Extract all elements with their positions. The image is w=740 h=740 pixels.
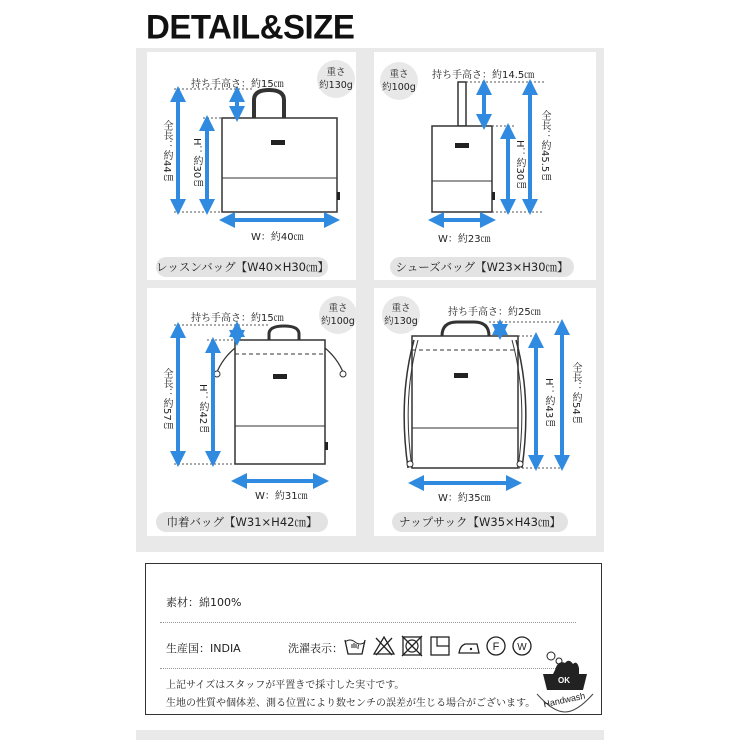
card-knapsack (374, 288, 596, 536)
divider (160, 668, 576, 669)
weight-label: 重さ (326, 67, 346, 78)
weight-label: 重さ (389, 69, 409, 80)
caption-knapsack: ナップサック【W35×H43㎝】 (392, 512, 568, 532)
width-label: W：約23㎝ (438, 234, 491, 245)
weight-badge (319, 296, 357, 334)
no-bleach-icon (374, 637, 394, 655)
weight-badge (380, 62, 418, 100)
wet-clean-w-icon (513, 637, 531, 655)
handle-height-label: 持ち手高さ：約14.5㎝ (432, 70, 535, 81)
care-symbols (343, 634, 527, 658)
width-label: W：約31㎝ (255, 491, 308, 502)
weight-label: 重さ (391, 303, 411, 314)
line-dry-icon (431, 637, 449, 655)
total-length-label: 全長：約44㎝ (161, 120, 172, 183)
iron-low-icon (459, 644, 479, 653)
caption-lesson-bag: レッスンバッグ【W40×H30㎝】 (156, 257, 328, 277)
height-label: H：約42㎝ (197, 384, 208, 435)
weight-value: 約130g (384, 316, 418, 327)
weight-label: 重さ (328, 303, 348, 314)
handwash-text: Handwash (542, 690, 587, 710)
origin-text: 生産国：INDIA (166, 642, 241, 655)
handle-height-label: 持ち手高さ：約15㎝ (191, 79, 284, 90)
care-label-text: 洗濯表示： (288, 642, 343, 655)
note-measure: 上記サイズはスタッフが平置きで採寸した実寸です。 (166, 680, 405, 691)
height-label: H：約30㎝ (514, 140, 525, 191)
card-drawstring-bag (147, 288, 356, 536)
total-length-label: 全長：約57㎝ (161, 368, 172, 431)
note-variance: 生地の性質や個体差、測る位置により数センチの誤差が生じる場合がございます。 (166, 698, 536, 709)
divider (160, 622, 576, 623)
weight-value: 約100g (321, 316, 355, 327)
total-length-label: 全長：約54㎝ (570, 362, 581, 425)
total-length-label: 全長：約45.5㎝ (539, 110, 550, 183)
material-text: 素材：綿100% (166, 596, 242, 609)
width-label: W：約35㎝ (438, 493, 491, 504)
handle-height-label: 持ち手高さ：約25㎝ (448, 307, 541, 318)
card-shoes-bag (374, 52, 596, 280)
weight-badge (317, 60, 355, 98)
bottom-bar (136, 730, 604, 740)
weight-value: 約130g (319, 80, 353, 91)
weight-badge (382, 296, 420, 334)
weight-value: 約100g (382, 82, 416, 93)
handle-height-label: 持ち手高さ：約15㎝ (191, 313, 284, 324)
height-label: H：約43㎝ (543, 378, 554, 429)
caption-drawstring-bag: 巾着バッグ【W31×H42㎝】 (156, 512, 328, 532)
page-title: DETAIL&SIZE (146, 7, 355, 46)
hand-wash-icon (345, 640, 365, 654)
width-label: W：約40㎝ (251, 232, 304, 243)
no-tumble-dry-icon (402, 636, 422, 656)
handwash-ok: OK (558, 676, 570, 685)
card-lesson-bag (147, 52, 356, 280)
handwash-logo (533, 650, 597, 712)
dry-clean-f-icon (487, 637, 505, 655)
svg-text:F: F (492, 641, 500, 653)
svg-text:W: W (517, 642, 527, 653)
height-label: H：約30㎝ (191, 138, 202, 189)
caption-shoes-bag: シューズバッグ【W23×H30㎝】 (390, 257, 574, 277)
